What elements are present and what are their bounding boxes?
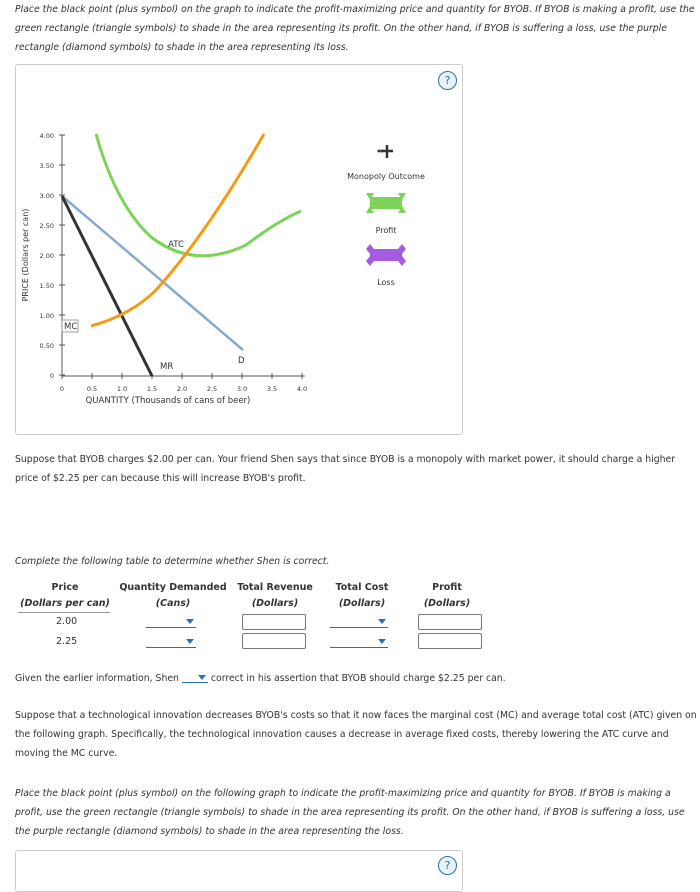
qty-dropdown[interactable] [146, 615, 196, 628]
y-tick-label: 3.00 [39, 192, 54, 200]
mc-curve [91, 134, 264, 326]
assertion-prefix: Given the earlier information, Shen [15, 673, 179, 684]
y-axis-label: PRICE (Dollars per can) [21, 208, 30, 302]
scenario-text: Suppose that BYOB charges $2.00 per can. Your friend Shen says that since BYOB is a monopoly with market power, it should charge a higher price of $2.25 per can because this will increase BYOB's profit. [15, 454, 676, 484]
total-revenue-input[interactable] [242, 633, 306, 649]
tr-unit: (Dollars) [251, 598, 299, 609]
qty-unit: (Cans) [155, 598, 191, 609]
y-tick-label: 0.50 [39, 342, 54, 350]
y-tick-label: 2.50 [39, 222, 54, 230]
tech-text: Suppose that a technological innovation decreases BYOB's costs so that it now faces the marginal cost (MC) and average total cost (ATC) given on the following graph. Specifically, the technological innovation causes a decrease in average fixed costs, thereby lowering the ATC curve and moving the MC curve. [15, 710, 697, 759]
table-instruction: Complete the following table to determine whether Shen is correct. [15, 556, 330, 567]
tc-header: Total Cost [335, 582, 389, 593]
x-axis-label: QUANTITY (Thousands of cans of beer) [85, 396, 251, 406]
results-table [0, 578, 700, 648]
total-revenue-input[interactable] [242, 614, 306, 630]
total-cost-dropdown[interactable] [330, 635, 388, 648]
x-tick-label: 0 [59, 385, 65, 393]
profit-rectangle-tool[interactable] [366, 193, 406, 213]
y-tick-label: 2.00 [39, 252, 54, 260]
price-cell: 2.25 [56, 636, 78, 647]
x-tick-label: 1.0 [116, 385, 128, 393]
graph-panel-2 [15, 850, 463, 892]
x-tick-label: 3.0 [236, 385, 248, 393]
x-tick-label: 2.5 [206, 385, 218, 393]
x-tick-label: 2.0 [176, 385, 188, 393]
total-cost-dropdown[interactable] [330, 615, 388, 628]
chevron-down-icon [186, 639, 194, 644]
y-tick-label: 1.00 [39, 312, 54, 320]
assertion-line [15, 671, 506, 686]
x-tick-label: 4.0 [296, 385, 308, 393]
help-button[interactable]: ? [438, 71, 457, 90]
shen-correct-dropdown[interactable] [182, 671, 208, 683]
loss-label: Loss [377, 278, 395, 287]
y-ticks [40, 132, 65, 380]
graph-canvas[interactable] [16, 65, 462, 434]
chevron-down-icon [378, 619, 386, 624]
monopoly-outcome-label: Monopoly Outcome [347, 172, 425, 181]
table-divider [18, 612, 110, 613]
x-tick-label: 0.5 [86, 385, 98, 393]
loss-rectangle-tool[interactable] [366, 244, 406, 266]
instructions-text-2: Place the black point (plus symbol) on the following graph to indicate the profit-maximizing price and quantity for BYOB. If BYOB is making a profit, use the green rectangle (triangle symbols) to shade in the area representing its profit. On the other hand, if BYOB is suffering a loss, use the purple rectangle (diamond symbols) to shade in the area representing the loss. [15, 788, 685, 837]
mr-label: MR [160, 362, 174, 372]
profit-label: Profit [375, 226, 397, 235]
assertion-suffix: correct in his assertion that BYOB should charge $2.25 per can. [210, 673, 506, 684]
chevron-down-icon [378, 639, 386, 644]
x-tick-label: 3.5 [266, 385, 278, 393]
y-tick-label: 0 [49, 372, 54, 380]
price-unit: (Dollars per can) [20, 598, 110, 609]
chevron-down-icon [186, 619, 194, 624]
demand-curve [62, 196, 243, 350]
tc-unit: (Dollars) [338, 598, 386, 609]
qty-header: Quantity Demanded [119, 582, 227, 593]
graph-panel [15, 64, 463, 435]
price-cell: 2.00 [56, 616, 78, 627]
qty-dropdown[interactable] [146, 635, 196, 648]
profit-input[interactable] [418, 633, 482, 649]
atc-label: ATC [168, 240, 184, 250]
chevron-down-icon [198, 675, 206, 680]
y-tick-label: 3.50 [39, 162, 54, 170]
instructions-text: Place the black point (plus symbol) on the graph to indicate the profit-maximizing price and quantity for BYOB. If BYOB is making a profit, use the green rectangle (triangle symbols) to shade in the area representing its profit. On the other hand, if BYOB is suffering a loss, use the purple rectangle (diamond symbols) to shade in the area representing its loss. [15, 4, 695, 53]
x-tick-label: 1.5 [146, 385, 158, 393]
profit-unit: (Dollars) [423, 598, 471, 609]
d-label: D [238, 356, 245, 366]
monopoly-outcome-tool[interactable] [378, 145, 394, 158]
profit-input[interactable] [418, 614, 482, 630]
help-button[interactable]: ? [438, 856, 457, 875]
y-tick-label: 4.00 [39, 132, 54, 140]
profit-header: Profit [432, 582, 462, 593]
price-header: Price [51, 582, 79, 593]
tr-header: Total Revenue [237, 582, 313, 593]
y-tick-label: 1.50 [39, 282, 54, 290]
mc-label: MC [64, 322, 78, 332]
